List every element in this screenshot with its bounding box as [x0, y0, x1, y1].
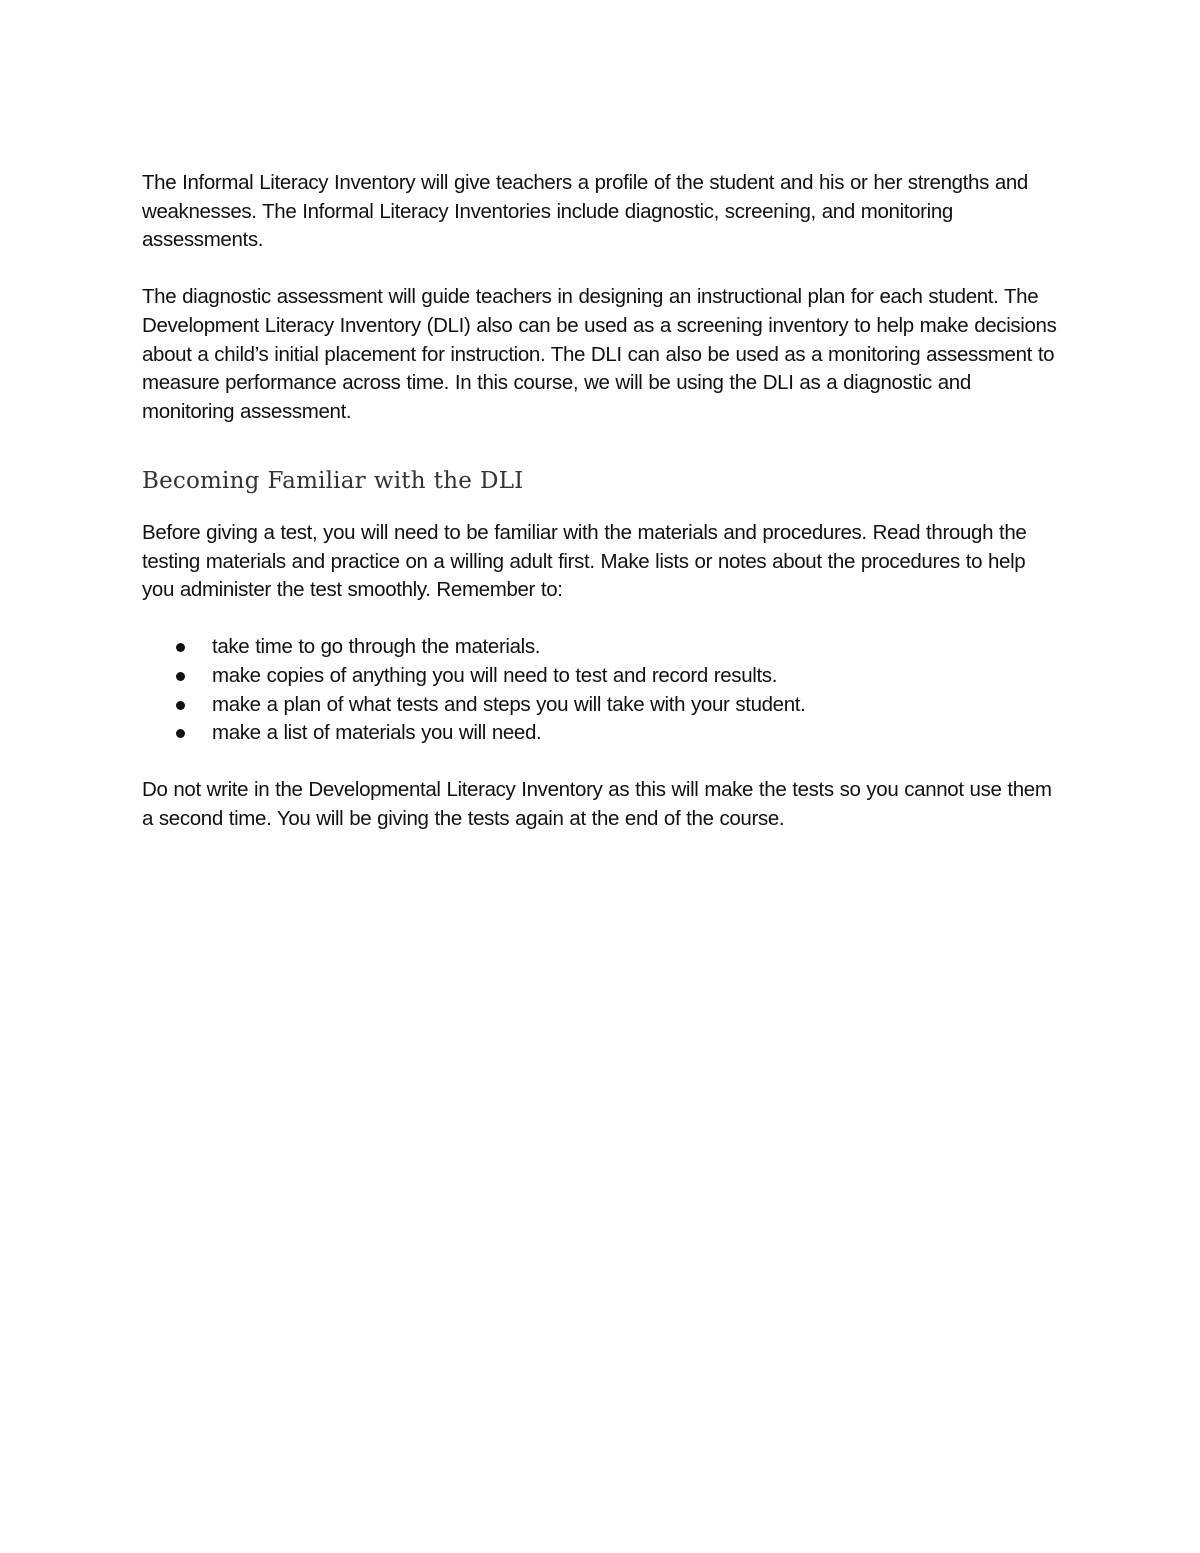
document-body: [142, 169, 1062, 862]
section-heading: Becoming Familiar with the DLI: [142, 467, 524, 494]
preparation-paragraph: Before giving a test, you will need to be familiar with the materials and procedures. Read through the testing materials and practice on a willing adult first. Make lists or notes about the procedures to help you administer the test smoothly. Remember to:: [142, 520, 1027, 602]
diagnostic-paragraph: The diagnostic assessment will guide teachers in designing an instructional plan for each student. The Development Literacy Inventory (DLI) also can be used as a screening inventory to help make decisions about a child’s initial placement for instruction. The DLI can also be used as a monitoring assessment to measure performance across time. In this course, we will be using the DLI as a diagnostic and monitoring assessment.: [142, 285, 1057, 423]
reminder-list: [142, 633, 1062, 747]
bullet-icon: [176, 643, 185, 652]
list-item: [142, 691, 1062, 720]
list-item-text: take time to go through the materials.: [212, 635, 541, 659]
bullet-icon: [176, 672, 185, 681]
list-item: [142, 719, 1062, 748]
list-item-text: make a list of materials you will need.: [212, 721, 542, 745]
closing-paragraph: Do not write in the Developmental Literacy Inventory as this will make the tests so you cannot use them a second time. You will be giving the tests again at the end of the course.: [142, 778, 1052, 830]
bullet-icon: [176, 701, 185, 710]
list-item-text: make a plan of what tests and steps you will take with your student.: [212, 692, 806, 716]
list-item-text: make copies of anything you will need to test and record results.: [212, 663, 778, 687]
list-item: [142, 662, 1062, 691]
intro-paragraph: The Informal Literacy Inventory will give teachers a profile of the student and his or her strengths and weaknesses. The Informal Literacy Inventories include diagnostic, screening, and monitoring assessments.: [142, 171, 1028, 252]
bullet-icon: [176, 729, 185, 738]
list-item: [142, 633, 1062, 662]
